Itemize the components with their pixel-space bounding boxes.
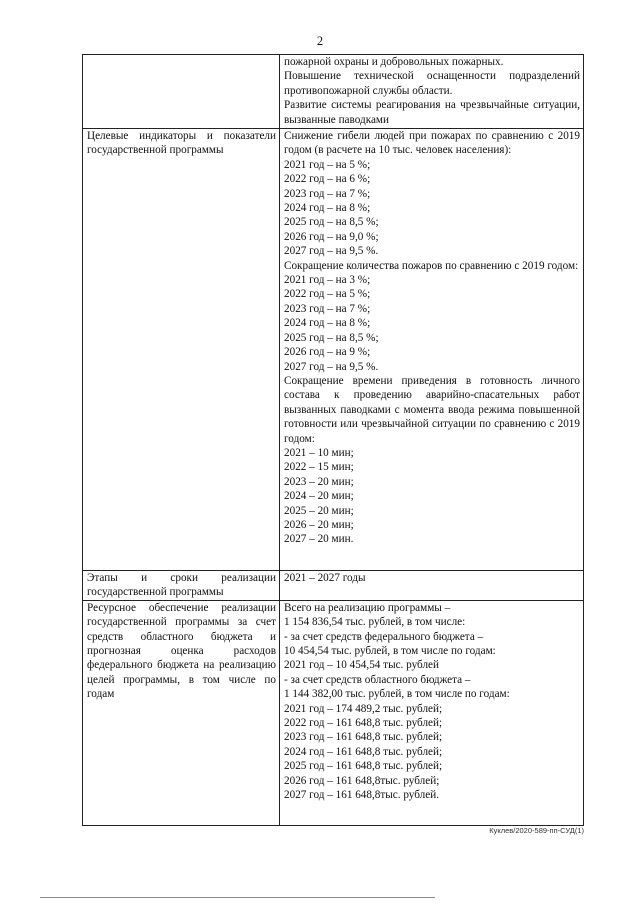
content-line: 2023 год – на 7 %; — [284, 302, 371, 315]
content-line: 2026 год – на 9 %; — [284, 346, 371, 359]
row-content-cell — [280, 571, 584, 601]
content-line: 2021 год – на 3 %; — [284, 274, 371, 287]
content-line: 2027 – 20 мин. — [284, 533, 354, 546]
row-content-cell — [280, 55, 584, 129]
content-line: 2021 год – 174 489,2 тыс. рублей; — [284, 702, 443, 715]
content-line: 1 154 836,54 тыс. рублей, в том числе: — [284, 616, 466, 629]
content-line: 2025 год – на 8,5 %; — [284, 331, 379, 344]
content-line: 2023 год – на 7 %; — [284, 187, 371, 200]
content-line: 2024 год – 161 648,8 тыс. рублей; — [284, 745, 443, 758]
content-line: - за счет средств федерального бюджета – — [284, 630, 484, 643]
page-number: 2 — [316, 34, 324, 48]
content-line: 2024 год – на 8 %; — [284, 317, 371, 330]
document-code: Куклев/2020-589-пп-СУД(1) — [489, 826, 584, 835]
content-line: 2024 – 20 мин; — [284, 490, 354, 503]
content-line: Всего на реализацию программы – — [284, 601, 451, 614]
row-content-cell — [280, 600, 584, 825]
content-line: 2027 год – на 9,5 %. — [284, 360, 379, 373]
row-label-cell — [83, 571, 280, 601]
content-line: 2023 – 20 мин; — [284, 475, 354, 488]
program-passport-table — [82, 54, 584, 826]
content-line: 2021 год – на 5 %; — [284, 158, 371, 171]
content-line: 2022 год – на 5 %; — [284, 288, 371, 301]
content-line: Сокращение количества пожаров по сравнению с 2019 годом: — [284, 259, 579, 272]
content-line: 1 144 382,00 тыс. рублей, в том числе по годам: — [284, 688, 510, 701]
content-line: 2024 год – на 8 %; — [284, 202, 371, 215]
content-line: 2025 год – на 8,5 %; — [284, 216, 379, 229]
row-label-cell — [83, 129, 280, 571]
content-line: 2021 – 2027 годы — [284, 572, 366, 584]
table-row — [83, 600, 584, 825]
table-row — [83, 571, 584, 601]
content-line: 2021 год – 10 454,54 тыс. рублей — [284, 659, 439, 672]
content-line: 2022 год – на 6 %; — [284, 173, 371, 186]
row-label: Этапы и сроки реализации государственной программы — [87, 572, 276, 599]
content-line: 2026 – 20 мин; — [284, 518, 354, 531]
content-line: Сокращение времени приведения в готовность личного состава к проведению аварийно-спасательных работ вызванных паводками с момента ввода режима повышенной готовности или чрезвычайной ситуации по сравнению с 2019 годом: — [284, 374, 580, 445]
content-line: 2021 – 10 мин; — [284, 446, 354, 459]
bottom-rule — [40, 897, 435, 898]
content-line: 10 454,54 тыс. рублей, в том числе по годам: — [284, 645, 496, 658]
content-line: Снижение гибели людей при пожарах по сравнению с 2019 годом (в расчете на 10 тыс. человек населения): — [284, 130, 580, 157]
content-line: 2027 год – 161 648,8тыс. рублей. — [284, 789, 439, 802]
table-row — [83, 129, 584, 571]
content-line: 2026 год – 161 648,8тыс. рублей; — [284, 774, 440, 787]
table-row — [83, 55, 584, 129]
content-line: 2025 – 20 мин; — [284, 504, 354, 517]
content-line: 2025 год – 161 648,8 тыс. рублей; — [284, 760, 443, 773]
content-line: 2022 – 15 мин; — [284, 461, 354, 474]
row-label-cell — [83, 55, 280, 129]
content-line: 2023 год – 161 648,8 тыс. рублей; — [284, 731, 443, 744]
row-label: Целевые индикаторы и показатели государственной программы — [87, 130, 276, 157]
row-label: Ресурсное обеспечение реализации государственной программы за счет средств областного бюджета и прогнозная оценка расходов федерального бюджета на реализацию целей программы, в том числе по годам — [87, 601, 276, 701]
content-line: 2022 год – 161 648,8 тыс. рублей; — [284, 717, 443, 730]
content-line: Развитие системы реагирования на чрезвычайные ситуации, вызванные паводками — [284, 99, 580, 126]
row-label-cell — [83, 600, 280, 825]
row-content-cell — [280, 129, 584, 571]
content-line: 2026 год – на 9,0 %; — [284, 230, 379, 243]
content-line: - за счет средств областного бюджета – — [284, 673, 471, 686]
content-line: пожарной охраны и добровольных пожарных. — [284, 56, 504, 68]
content-line: 2027 год – на 9,5 %. — [284, 245, 379, 258]
content-line: Повышение технической оснащенности подразделений противопожарной службы области. — [284, 70, 580, 97]
